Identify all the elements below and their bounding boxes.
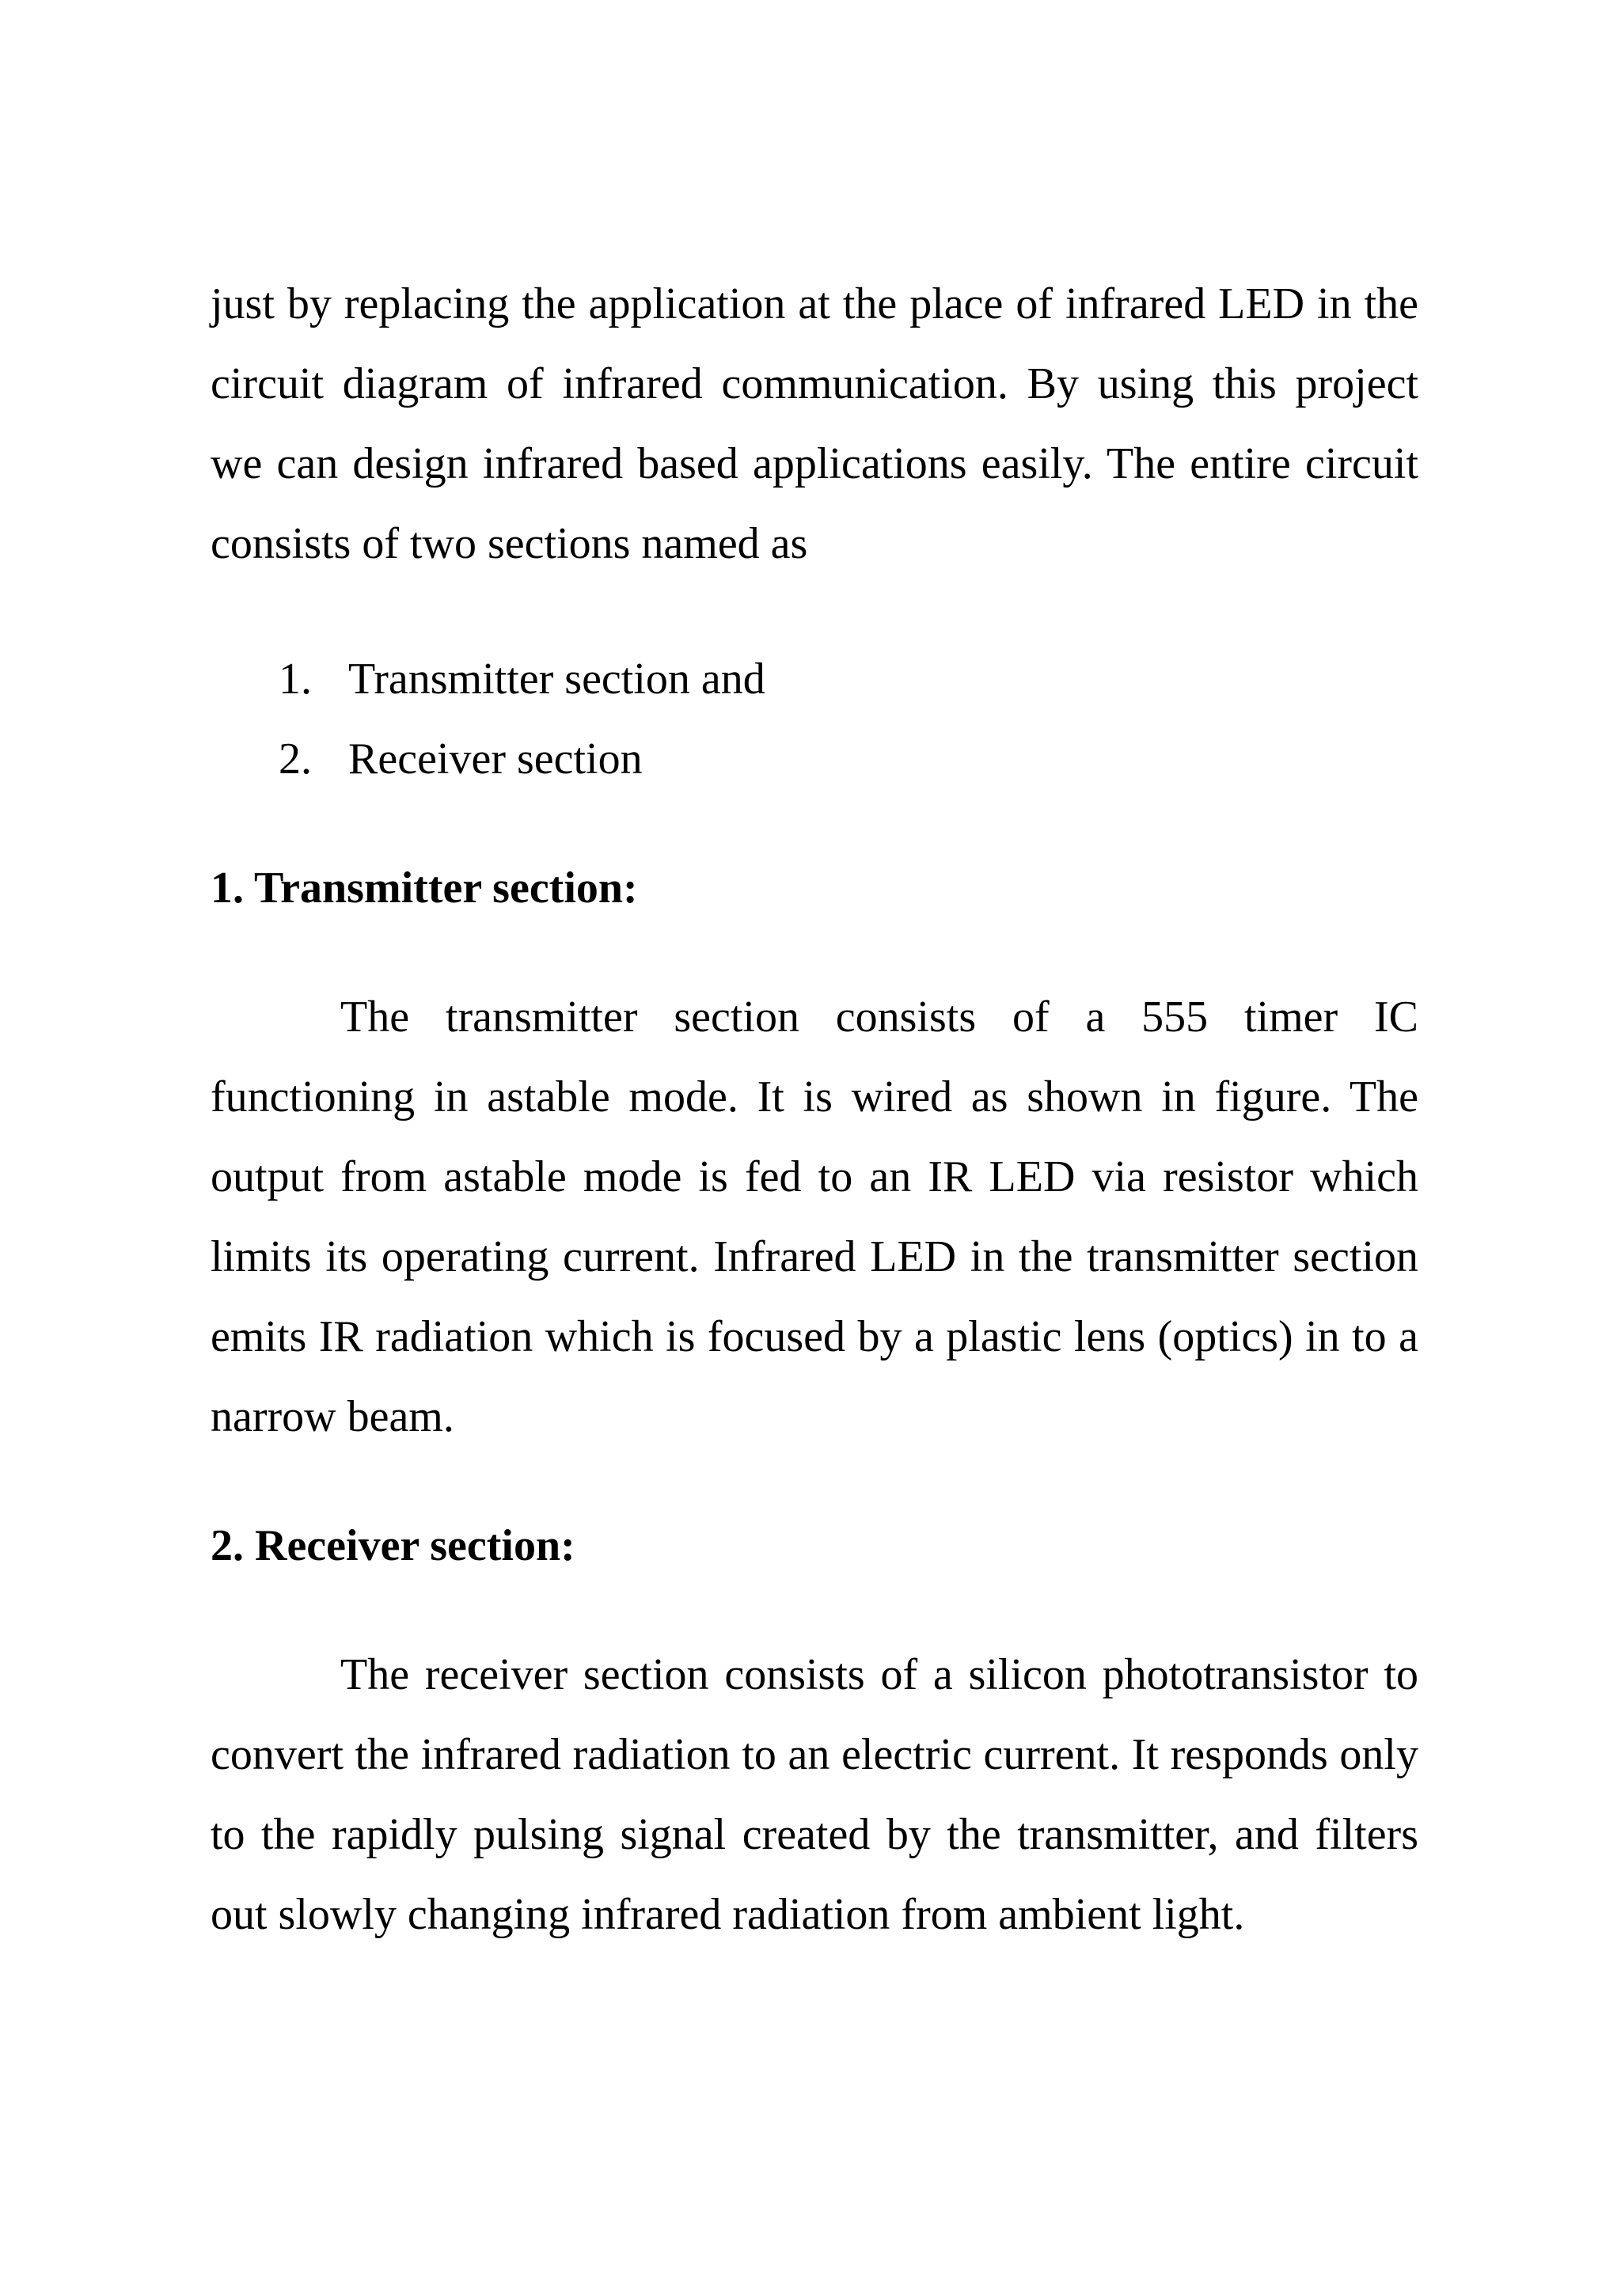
list-item-number: 1. <box>279 655 312 704</box>
list-item-number: 2. <box>279 734 312 784</box>
transmitter-paragraph: The transmitter section consists of a 555 timer IC functioning in astable mode. It is wired as shown in figure. The output from astable mode is fed to an IR LED via resistor which limits its operating current. Infrared LED in the transmitter section emits IR radiation which is focused by a plastic lens (optics) in to a narrow beam. <box>211 992 1418 1441</box>
list-item-text: Transmitter section and <box>348 655 765 704</box>
document-page <box>211 264 1418 1955</box>
list-item-text: Receiver section <box>348 734 643 784</box>
sections-list <box>211 639 1418 799</box>
receiver-heading: 2. Receiver section: <box>211 1521 575 1570</box>
list-item <box>211 639 1418 719</box>
receiver-paragraph: The receiver section consists of a silicon phototransistor to convert the infrared radiation to an electric current. It responds only to the rapidly pulsing signal created by the transmitter, and filters out slowly changing infrared radiation from ambient light. <box>211 1650 1418 1939</box>
intro-paragraph: just by replacing the application at the place of infrared LED in the circuit diagram of infrared communication. By using this project we can design infrared based applications easily. The entire circuit consists of two sections named as <box>211 279 1418 568</box>
transmitter-heading: 1. Transmitter section: <box>211 863 638 913</box>
list-item <box>211 719 1418 799</box>
